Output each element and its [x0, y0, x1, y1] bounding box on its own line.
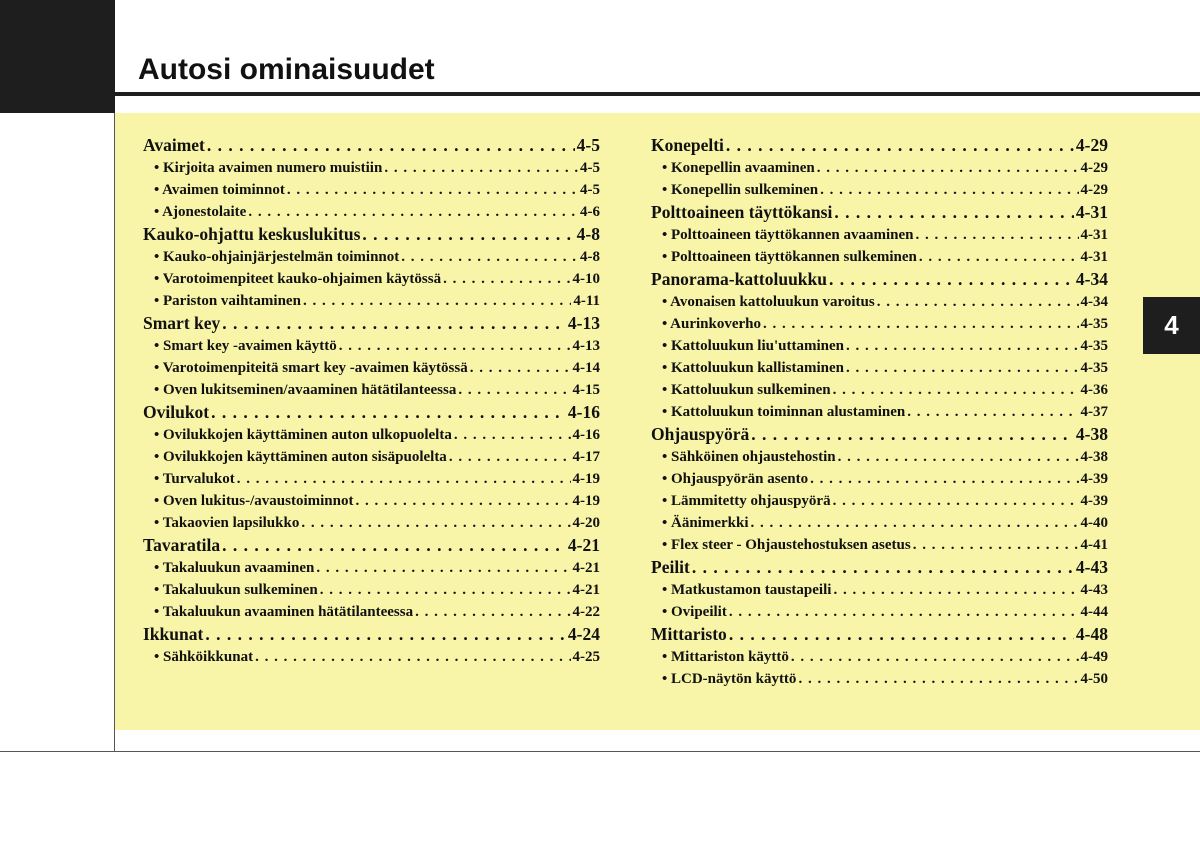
toc-entry-page-number: 4-31 [1080, 249, 1108, 265]
dot-leader [454, 424, 571, 446]
dot-leader [355, 490, 570, 512]
dot-leader [415, 601, 570, 623]
toc-entry-label: Tavaratila [143, 535, 221, 555]
dot-leader [384, 157, 578, 179]
toc-section-entry[interactable] [143, 401, 600, 424]
toc-entry-label: • Avaimen toiminnot [154, 182, 285, 198]
dot-leader [316, 557, 570, 579]
toc-entry-page-number: 4-29 [1075, 135, 1108, 155]
toc-section-entry[interactable] [651, 423, 1108, 446]
toc-entry-page-number: 4-15 [572, 382, 600, 398]
toc-subsection-entry[interactable] [143, 557, 600, 579]
toc-entry-page-number: 4-8 [580, 249, 600, 265]
toc-section-entry[interactable] [651, 201, 1108, 224]
toc-entry-page-number: 4-31 [1075, 202, 1108, 222]
dot-leader [458, 379, 570, 401]
toc-entry-label: • Ovilukkojen käyttäminen auton sisäpuolelta [154, 449, 447, 465]
dot-leader [834, 201, 1074, 224]
toc-entry-page-number: 4-31 [1080, 227, 1108, 243]
toc-entry-label: Peilit [651, 557, 690, 577]
toc-entry-label: • Konepellin avaaminen [662, 160, 815, 176]
toc-section-entry[interactable] [143, 223, 600, 246]
dot-leader [833, 490, 1079, 512]
toc-entry-label: • Kattoluukun toiminnan alustaminen [662, 404, 906, 420]
toc-entry-page-number: 4-21 [572, 582, 600, 598]
toc-entry-page-number: 4-13 [567, 313, 600, 333]
toc-subsection-entry[interactable] [143, 268, 600, 290]
toc-entry-label: • Kattoluukun sulkeminen [662, 382, 831, 398]
toc-entry-label: • Kauko-ohjainjärjestelmän toiminnot [154, 249, 400, 265]
toc-entry-page-number: 4-36 [1080, 382, 1108, 398]
toc-subsection-entry[interactable] [651, 313, 1108, 335]
toc-subsection-entry[interactable] [651, 291, 1108, 313]
corner-block [0, 0, 115, 113]
toc-section-entry[interactable] [143, 134, 600, 157]
toc-entry-page-number: 4-24 [567, 624, 600, 644]
toc-entry-label: Avaimet [143, 135, 205, 155]
toc-subsection-entry[interactable] [143, 357, 600, 379]
toc-entry-page-number: 4-10 [572, 271, 600, 287]
toc-entry-page-number: 4-16 [572, 427, 600, 443]
dot-leader [303, 290, 571, 312]
toc-subsection-entry[interactable] [651, 379, 1108, 401]
toc-entry-page-number: 4-48 [1075, 624, 1108, 644]
toc-column-left [143, 134, 600, 668]
toc-entry-label: • Turvalukot [154, 471, 235, 487]
toc-entry-label: Ohjauspyörä [651, 424, 750, 444]
toc-entry-page-number: 4-40 [1080, 515, 1108, 531]
dot-leader [362, 223, 574, 246]
toc-subsection-entry[interactable] [651, 401, 1108, 423]
toc-subsection-entry[interactable] [143, 490, 600, 512]
toc-entry-page-number: 4-44 [1080, 604, 1108, 620]
toc-subsection-entry[interactable] [651, 179, 1108, 201]
toc-subsection-entry[interactable] [143, 246, 600, 268]
toc-entry-page-number: 4-5 [576, 135, 600, 155]
toc-subsection-entry[interactable] [143, 446, 600, 468]
toc-subsection-entry[interactable] [143, 379, 600, 401]
dot-leader [913, 534, 1079, 556]
toc-subsection-entry[interactable] [143, 512, 600, 534]
toc-entry-page-number: 4-34 [1080, 294, 1108, 310]
toc-entry-label: • Varotoimenpiteet kauko-ohjaimen käytössä [154, 271, 442, 287]
toc-entry-label: • Flex steer - Ohjaustehostuksen asetus [662, 537, 911, 553]
toc-entry-page-number: 4-39 [1080, 493, 1108, 509]
toc-entry-page-number: 4-38 [1080, 449, 1108, 465]
toc-entry-page-number: 4-5 [580, 160, 600, 176]
toc-entry-label: • Takaluukun avaaminen hätätilanteessa [154, 604, 414, 620]
toc-entry-page-number: 4-5 [580, 182, 600, 198]
toc-entry-page-number: 4-14 [572, 360, 600, 376]
toc-entry-label: • Äänimerkki [662, 515, 749, 531]
toc-subsection-entry[interactable] [651, 601, 1108, 623]
toc-subsection-entry[interactable] [651, 446, 1108, 468]
toc-entry-label: Polttoaineen täyttökansi [651, 202, 833, 222]
toc-entry-label: • Avonaisen kattoluukun varoitus [662, 294, 875, 310]
dot-leader [729, 623, 1074, 646]
dot-leader [211, 401, 566, 424]
toc-entry-page-number: 4-41 [1080, 537, 1108, 553]
toc-entry-label: Smart key [143, 313, 221, 333]
toc-subsection-entry[interactable] [143, 468, 600, 490]
toc-entry-label: • Takaovien lapsilukko [154, 515, 300, 531]
toc-section-entry[interactable] [651, 134, 1108, 157]
toc-entry-page-number: 4-37 [1080, 404, 1108, 420]
toc-entry-label: • Oven lukitus-/avaustoiminnot [154, 493, 354, 509]
dot-leader [751, 423, 1074, 446]
toc-entry-label: • Takaluukun avaaminen [154, 560, 315, 576]
toc-entry-page-number: 4-49 [1080, 649, 1108, 665]
toc-entry-label: • Ovipeilit [662, 604, 727, 620]
toc-entry-page-number: 4-35 [1080, 360, 1108, 376]
dot-leader [692, 556, 1074, 579]
dot-leader [919, 246, 1079, 268]
dot-leader [248, 201, 578, 223]
toc-subsection-entry[interactable] [143, 424, 600, 446]
toc-subsection-entry[interactable] [143, 601, 600, 623]
dot-leader [255, 646, 570, 668]
toc-entry-page-number: 4-43 [1080, 582, 1108, 598]
toc-entry-page-number: 4-39 [1080, 471, 1108, 487]
dot-leader [726, 134, 1074, 157]
dot-leader [751, 512, 1079, 534]
dot-leader [907, 401, 1078, 423]
toc-entry-label: • Smart key -avaimen käyttö [154, 338, 337, 354]
toc-entry-label: • Takaluukun sulkeminen [154, 582, 318, 598]
dot-leader [791, 646, 1079, 668]
toc-section-entry[interactable] [651, 556, 1108, 579]
toc-subsection-entry[interactable] [651, 668, 1108, 690]
dot-leader [820, 179, 1078, 201]
dot-leader [301, 512, 570, 534]
toc-entry-page-number: 4-38 [1075, 424, 1108, 444]
toc-entry-page-number: 4-35 [1080, 316, 1108, 332]
toc-entry-label: • Sähköinen ohjaustehostin [662, 449, 836, 465]
toc-entry-page-number: 4-43 [1075, 557, 1108, 577]
toc-entry-label: • Ajonestolaite [154, 204, 247, 220]
dot-leader [846, 357, 1079, 379]
bottom-rule [0, 751, 1200, 752]
toc-entry-label: • Polttoaineen täyttökannen avaaminen [662, 227, 914, 243]
toc-entry-label: • Varotoimenpiteitä smart key -avaimen käytössä [154, 360, 468, 376]
toc-subsection-entry[interactable] [651, 512, 1108, 534]
toc-entry-label: • Pariston vaihtaminen [154, 293, 301, 309]
dot-leader [449, 446, 571, 468]
toc-entry-label: • Sähköikkunat [154, 649, 254, 665]
dot-leader [833, 379, 1079, 401]
page-title: Autosi ominaisuudet [138, 53, 435, 86]
toc-column-right [651, 134, 1108, 690]
dot-leader [470, 357, 571, 379]
toc-entry-label: Konepelti [651, 135, 724, 155]
toc-section-entry[interactable] [651, 623, 1108, 646]
dot-leader [222, 534, 566, 557]
toc-subsection-entry[interactable] [143, 646, 600, 668]
dot-leader [763, 313, 1078, 335]
toc-entry-label: • Konepellin sulkeminen [662, 182, 819, 198]
toc-subsection-entry[interactable] [143, 179, 600, 201]
toc-section-entry[interactable] [143, 623, 600, 646]
dot-leader [817, 157, 1079, 179]
toc-subsection-entry[interactable] [651, 468, 1108, 490]
toc-entry-page-number: 4-17 [572, 449, 600, 465]
toc-entry-label: Ikkunat [143, 624, 204, 644]
dot-leader [729, 601, 1079, 623]
dot-leader [810, 468, 1078, 490]
toc-entry-label: Ovilukot [143, 402, 210, 422]
toc-entry-page-number: 4-16 [567, 402, 600, 422]
toc-subsection-entry[interactable] [143, 579, 600, 601]
toc-entry-label: Mittaristo [651, 624, 727, 644]
toc-entry-label: • Ohjauspyörän asento [662, 471, 809, 487]
toc-entry-label: • Kattoluukun liu'uttaminen [662, 338, 844, 354]
toc-section-entry[interactable] [651, 268, 1108, 291]
chapter-tab[interactable]: 4 [1143, 297, 1200, 354]
toc-entry-label: Panorama-kattoluukku [651, 269, 828, 289]
dot-leader [798, 668, 1078, 690]
toc-entry-page-number: 4-34 [1075, 269, 1108, 289]
toc-subsection-entry[interactable] [651, 357, 1108, 379]
toc-subsection-entry[interactable] [651, 579, 1108, 601]
toc-entry-page-number: 4-8 [576, 224, 600, 244]
toc-entry-page-number: 4-29 [1080, 160, 1108, 176]
toc-subsection-entry[interactable] [143, 157, 600, 179]
toc-subsection-entry[interactable] [651, 335, 1108, 357]
toc-subsection-entry[interactable] [651, 246, 1108, 268]
toc-entry-page-number: 4-20 [572, 515, 600, 531]
toc-entry-page-number: 4-19 [572, 471, 600, 487]
toc-entry-page-number: 4-29 [1080, 182, 1108, 198]
dot-leader [237, 468, 571, 490]
toc-entry-label: • Kattoluukun kallistaminen [662, 360, 844, 376]
toc-entry-page-number: 4-25 [572, 649, 600, 665]
dot-leader [339, 335, 571, 357]
toc-subsection-entry[interactable] [651, 534, 1108, 556]
toc-entry-page-number: 4-35 [1080, 338, 1108, 354]
dot-leader [838, 446, 1079, 468]
toc-entry-page-number: 4-13 [572, 338, 600, 354]
toc-subsection-entry[interactable] [651, 490, 1108, 512]
toc-subsection-entry[interactable] [143, 335, 600, 357]
toc-entry-page-number: 4-11 [573, 293, 600, 309]
dot-leader [443, 268, 570, 290]
toc-entry-label: • Ovilukkojen käyttäminen auton ulkopuolelta [154, 427, 452, 443]
dot-leader [222, 312, 566, 335]
toc-entry-page-number: 4-21 [567, 535, 600, 555]
dot-leader [320, 579, 571, 601]
dot-leader [846, 335, 1079, 357]
toc-entry-page-number: 4-19 [572, 493, 600, 509]
toc-entry-label: • Lämmitetty ohjauspyörä [662, 493, 831, 509]
dot-leader [207, 134, 575, 157]
dot-leader [877, 291, 1079, 313]
dot-leader [401, 246, 578, 268]
toc-subsection-entry[interactable] [143, 290, 600, 312]
dot-leader [205, 623, 566, 646]
title-rule [115, 92, 1200, 96]
dot-leader [916, 224, 1079, 246]
toc-entry-label: Kauko-ohjattu keskuslukitus [143, 224, 361, 244]
toc-entry-label: • Oven lukitseminen/avaaminen hätätilanteessa [154, 382, 457, 398]
dot-leader [829, 268, 1074, 291]
toc-subsection-entry[interactable] [651, 157, 1108, 179]
toc-entry-page-number: 4-6 [580, 204, 600, 220]
toc-entry-label: • Aurinkoverho [662, 316, 762, 332]
toc-section-entry[interactable] [143, 312, 600, 335]
toc-entry-page-number: 4-22 [572, 604, 600, 620]
toc-entry-label: • Mittariston käyttö [662, 649, 789, 665]
toc-section-entry[interactable] [143, 534, 600, 557]
toc-entry-label: • LCD-näytön käyttö [662, 671, 797, 687]
dot-leader [833, 579, 1078, 601]
toc-entry-label: • Polttoaineen täyttökannen sulkeminen [662, 249, 917, 265]
toc-subsection-entry[interactable] [143, 201, 600, 223]
dot-leader [287, 179, 578, 201]
toc-subsection-entry[interactable] [651, 646, 1108, 668]
toc-subsection-entry[interactable] [651, 224, 1108, 246]
toc-entry-page-number: 4-21 [572, 560, 600, 576]
toc-entry-page-number: 4-50 [1080, 671, 1108, 687]
toc-entry-label: • Kirjoita avaimen numero muistiin [154, 160, 383, 176]
toc-entry-label: • Matkustamon taustapeili [662, 582, 832, 598]
